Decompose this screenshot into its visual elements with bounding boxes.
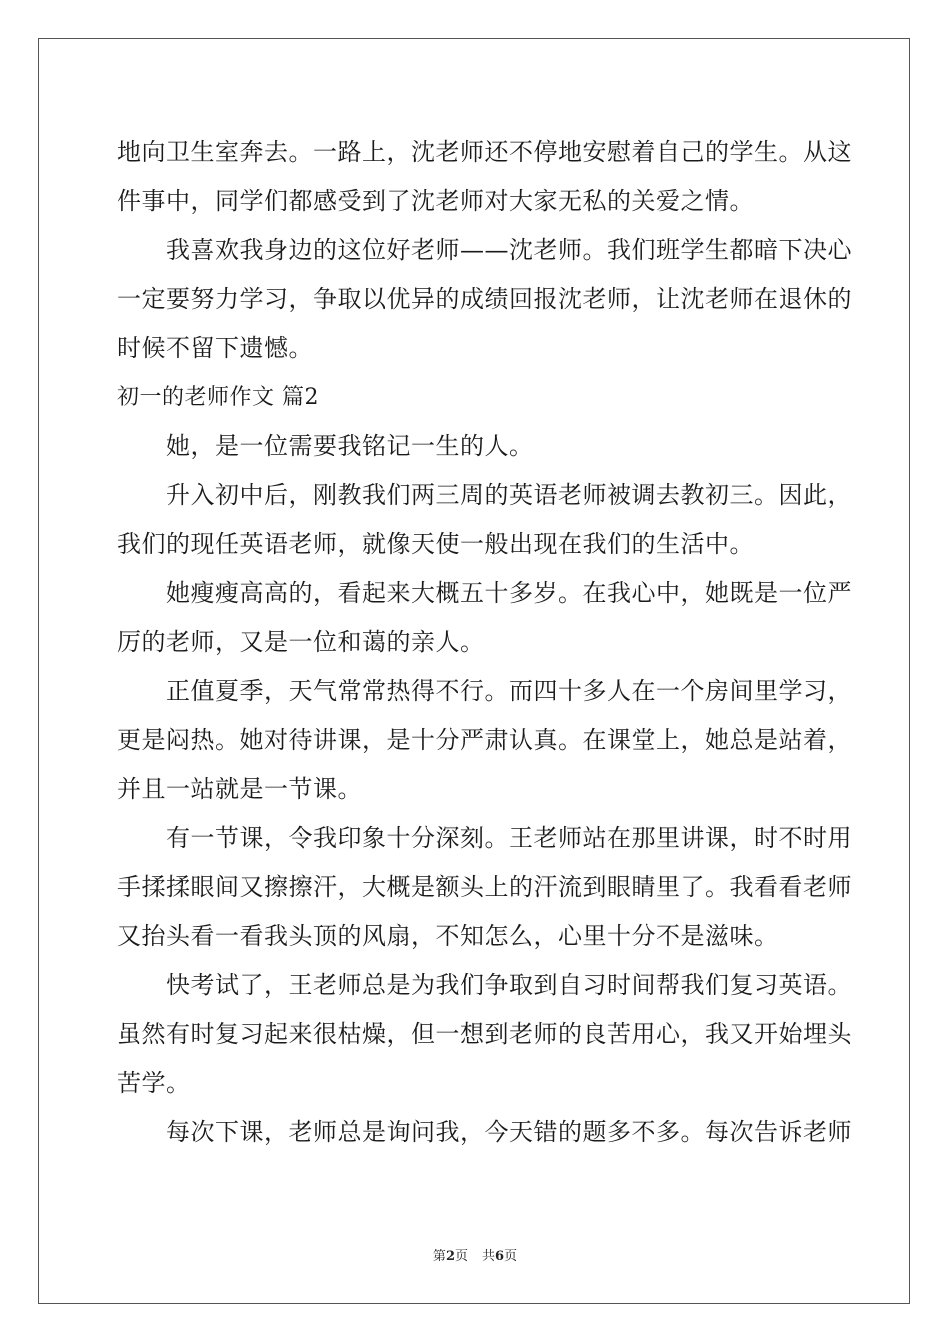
- total-prefix: 共: [482, 1249, 496, 1264]
- document-body: [117, 128, 852, 1157]
- page-prefix: 第: [432, 1249, 446, 1264]
- paragraph-line: 又抬头看一看我头顶的风扇，不知怎么，心里十分不是滋味。: [117, 922, 779, 950]
- paragraph-line: 升入初中后，刚教我们两三周的英语老师被调去教初三。因此，: [166, 481, 852, 509]
- paragraph-line: 件事中，同学们都感受到了沈老师对大家无私的关爱之情。: [117, 187, 754, 215]
- section-heading: 初一的老师作文 篇2: [117, 385, 319, 410]
- paragraph-line: 我们的现任英语老师，就像天使一般出现在我们的生活中。: [117, 530, 754, 558]
- paragraph-line: 她瘦瘦高高的，看起来大概五十多岁。在我心中，她既是一位严: [166, 579, 852, 607]
- paragraph-line: 快考试了，王老师总是为我们争取到自习时间帮我们复习英语。: [166, 971, 852, 999]
- paragraph-line: 一定要努力学习，争取以优异的成绩回报沈老师，让沈老师在退休的: [117, 285, 852, 313]
- paragraph-line: 正值夏季，天气常常热得不行。而四十多人在一个房间里学习，: [166, 677, 852, 705]
- paragraph-line: 并且一站就是一节课。: [117, 775, 362, 803]
- paragraph-line: 手揉揉眼间又擦擦汗，大概是额头上的汗流到眼睛里了。我看看老师: [117, 873, 852, 901]
- paragraph-line: 虽然有时复习起来很枯燥，但一想到老师的良苦用心，我又开始埋头: [117, 1020, 852, 1048]
- paragraph-line: 她，是一位需要我铭记一生的人。: [166, 432, 534, 460]
- paragraph-line: 时候不留下遗憾。: [117, 334, 313, 362]
- paragraph-line: 有一节课，令我印象十分深刻。王老师站在那里讲课，时不时用: [166, 824, 852, 852]
- total-suffix: 页: [504, 1249, 518, 1264]
- paragraph-line: 地向卫生室奔去。一路上，沈老师还不停地安慰着自己的学生。从这: [117, 138, 852, 166]
- page-suffix: 页: [454, 1249, 468, 1264]
- paragraph-line: 苦学。: [117, 1069, 191, 1097]
- paragraph-line: 更是闷热。她对待讲课，是十分严肃认真。在课堂上，她总是站着，: [117, 726, 852, 754]
- page-footer: [0, 1245, 950, 1264]
- paragraph-line: 每次下课，老师总是询问我，今天错的题多不多。每次告诉老师: [166, 1118, 852, 1146]
- page-number: 2: [445, 1249, 455, 1264]
- paragraph-line: 厉的老师，又是一位和蔼的亲人。: [117, 628, 485, 656]
- paragraph-line: 我喜欢我身边的这位好老师——沈老师。我们班学生都暗下决心: [166, 236, 852, 264]
- total-pages: 6: [495, 1249, 505, 1264]
